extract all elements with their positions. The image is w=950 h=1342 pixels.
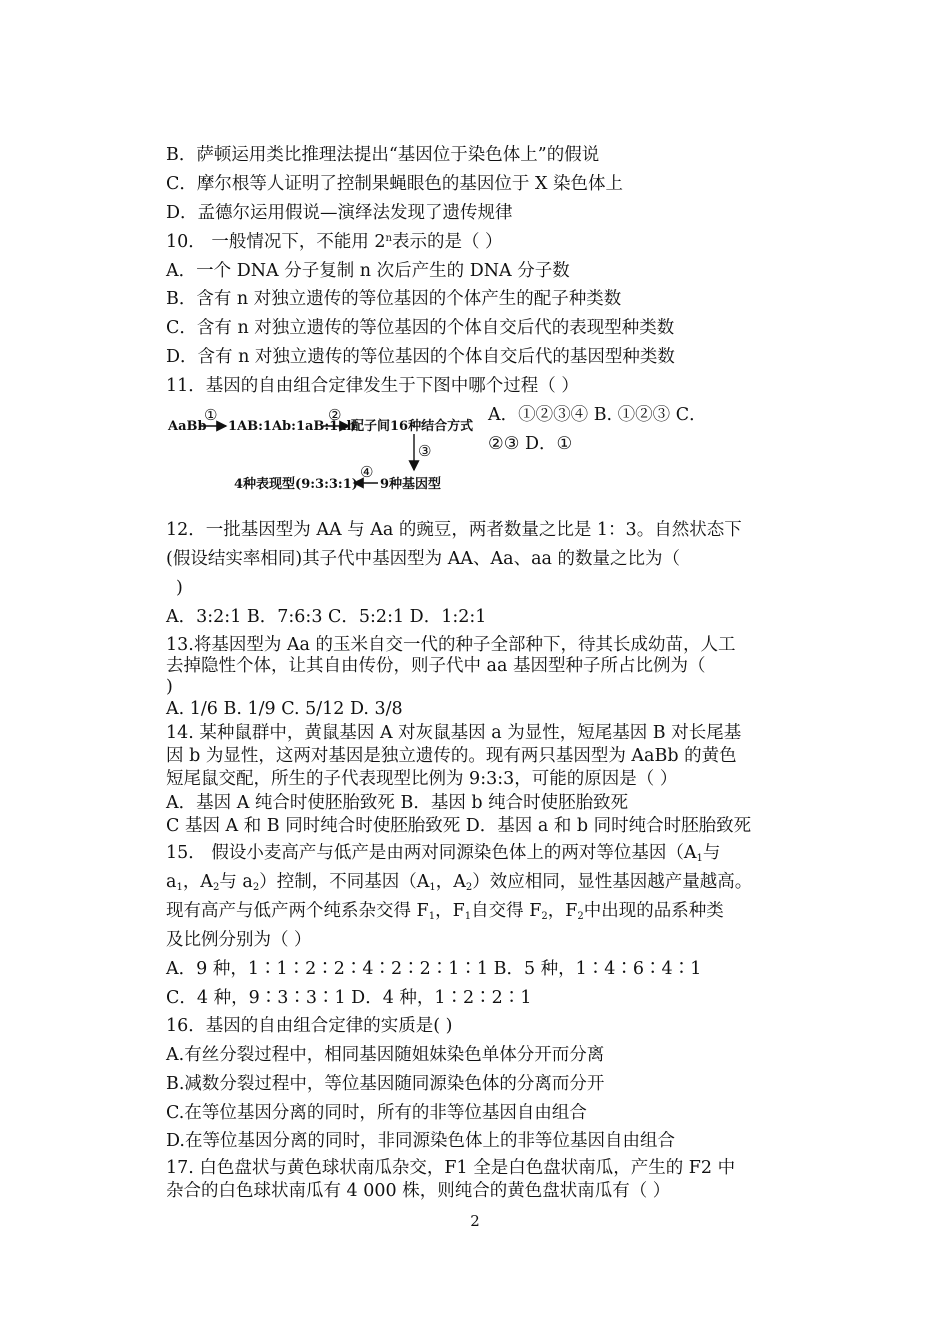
q14-stem-line1: 14. 某种鼠群中，黄鼠基因 A 对灰鼠基因 a 为显性，短尾基因 B 对长尾基 bbox=[166, 723, 742, 743]
q11-options-line2: ②③ D．① bbox=[488, 434, 573, 454]
q16-option-a: A.有丝分裂过程中，相同基因随姐妹染色单体分开而分离 bbox=[166, 1045, 605, 1065]
q10-option-c: C．含有 n 对独立遗传的等位基因的个体自交后代的表现型种类数 bbox=[166, 318, 675, 338]
q15-stem-line4: 及比例分别为（ ） bbox=[166, 930, 312, 950]
genetics-process-diagram bbox=[166, 404, 486, 496]
diagram-phenotypes: 4种表现型(9:3:3:1) bbox=[234, 477, 358, 492]
q15-stem-line2: $a_1$，$A_2$与 $a_2$）控制，不同基因（$A_1$，$A_2$）效应相同，显性基因越产量越高。 bbox=[166, 872, 753, 893]
diagram-gametes: 1AB:1Ab:1aB:1ab bbox=[228, 419, 356, 434]
q9-option-c: C．摩尔根等人证明了控制果蝇眼色的基因位于 X 染色体上 bbox=[166, 174, 623, 194]
step3-label: ③ bbox=[418, 442, 432, 460]
q13-stem-line3: ) bbox=[166, 677, 173, 697]
q10-stem: 10． 一般情况下，不能用 2$^n$表示的是（ ） bbox=[166, 232, 503, 252]
q11-options-line1: A．①②③④ B. ①②③ C． bbox=[488, 405, 707, 425]
q11-stem: 11．基因的自由组合定律发生于下图中哪个过程（ ） bbox=[166, 376, 579, 396]
q10-option-b: B．含有 n 对独立遗传的等位基因的个体产生的配子种类数 bbox=[166, 289, 622, 309]
q12-stem-line1: 12．一批基因型为 AA 与 Aa 的豌豆，两者数量之比是 1：3。自然状态下 bbox=[166, 520, 742, 540]
q10-option-d: D．含有 n 对独立遗传的等位基因的个体自交后代的基因型种类数 bbox=[166, 347, 675, 367]
diagram-genotypes: 9种基因型 bbox=[380, 477, 442, 492]
q15-options-ab: A．9 种，1∶1∶2∶2∶4∶2∶2∶1∶1 B．5 种，1∶4∶6∶4∶1 bbox=[166, 959, 702, 979]
q13-stem-line1: 13.将基因型为 Aa 的玉米自交一代的种子全部种下，待其长成幼苗，人工 bbox=[166, 635, 736, 655]
q16-option-d: D.在等位基因分离的同时，非同源染色体上的非等位基因自由组合 bbox=[166, 1131, 675, 1151]
q16-option-c: C.在等位基因分离的同时，所有的非等位基因自由组合 bbox=[166, 1103, 587, 1123]
step1-label: ① bbox=[204, 406, 218, 424]
q15-stem-line1: 15． 假设小麦高产与低产是由两对同源染色体上的两对等位基因（$A_1$与 bbox=[166, 843, 721, 864]
diagram-parent-genotype: AaBb bbox=[168, 419, 207, 434]
q9-option-d: D．孟德尔运用假说—演绎法发现了遗传规律 bbox=[166, 203, 513, 223]
q13-stem-line2: 去掉隐性个体，让其自由传份，则子代中 aa 基因型种子所占比例为（ bbox=[166, 656, 706, 676]
q15-stem-line3: 现有高产与低产两个纯系杂交得 $F_1$，$F_1$自交得 $F_2$，$F_2$中出现的品系种类 bbox=[166, 901, 724, 922]
diagram-combinations: 配子间16种结合方式 bbox=[351, 419, 474, 434]
q16-stem: 16．基因的自由组合定律的实质是( ) bbox=[166, 1016, 453, 1036]
q14-stem-line2: 因 b 为显性，这两对基因是独立遗传的。现有两只基因型为 AaBb 的黄色 bbox=[166, 746, 737, 766]
q12-options: A．3:2:1 B．7:6:3 C．5:2:1 D．1:2:1 bbox=[166, 607, 487, 627]
q10-option-a: A．一个 DNA 分子复制 n 次后产生的 DNA 分子数 bbox=[166, 261, 570, 281]
q14-options-ab: A．基因 A 纯合时使胚胎致死 B．基因 b 纯合时使胚胎致死 bbox=[166, 793, 629, 813]
page-number: 2 bbox=[470, 1212, 480, 1230]
q15-options-cd: C．4 种，9∶3∶3∶1 D．4 种，1∶2∶2∶1 bbox=[166, 988, 532, 1008]
q12-stem-line3: ) bbox=[176, 578, 183, 598]
step4-label: ④ bbox=[360, 463, 374, 481]
q17-stem-line2: 杂合的白色球状南瓜有 4 000 株，则纯合的黄色盘状南瓜有（ ） bbox=[166, 1181, 671, 1201]
step2-label: ② bbox=[328, 406, 342, 424]
q9-option-b: B．萨顿运用类比推理法提出“基因位于染色体上”的假说 bbox=[166, 145, 600, 165]
q14-stem-line3: 短尾鼠交配，所生的子代表现型比例为 9:3:3，可能的原因是（ ） bbox=[166, 769, 678, 789]
q13-options: A. 1/6 B. 1/9 C. 5/12 D. 3/8 bbox=[166, 699, 403, 719]
q17-stem-line1: 17. 白色盘状与黄色球状南瓜杂交，F1 全是白色盘状南瓜，产生的 F2 中 bbox=[166, 1158, 736, 1178]
q16-option-b: B.减数分裂过程中，等位基因随同源染色体的分离而分开 bbox=[166, 1074, 605, 1094]
q14-options-cd: C 基因 A 和 B 同时纯合时使胚胎致死 D．基因 a 和 b 同时纯合时胚胎致死 bbox=[166, 816, 752, 836]
q12-stem-line2: (假设结实率相同)其子代中基因型为 AA、Aa、aa 的数量之比为（ bbox=[166, 549, 680, 569]
